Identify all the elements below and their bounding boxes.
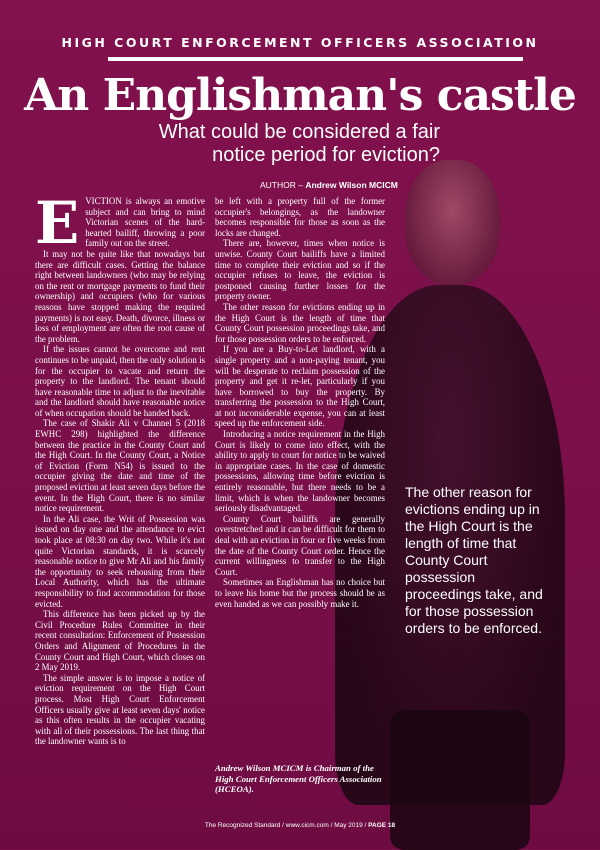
article-subtitle: What could be considered a fair notice period for eviction? bbox=[158, 121, 440, 166]
author-bio: Andrew Wilson MCICM is Chairman of the High Court Enforcement Officers Association (HCEOA). bbox=[215, 763, 382, 794]
section-kicker: HIGH COURT ENFORCEMENT OFFICERS ASSOCIATION bbox=[61, 35, 539, 50]
page-footer bbox=[0, 822, 600, 829]
drop-cap: E bbox=[35, 189, 80, 257]
paragraph: Introducing a notice requirement in the High Court is likely to come into effect, with the ability to apply to court for notice to be waived in appropriate cases. In the case of domestic possessions, allowing time before eviction is entirely reasonable, but there needs to be a limit, which is when the landowner becomes seriously disadvantaged. bbox=[215, 429, 385, 514]
paragraph: This difference has been picked up by the Civil Procedure Rules Committee in their recent consultation: Enforcement of Possession Orders and Alignment of Procedures in the County Court and High Court, which closes on 2 May 2019. bbox=[35, 609, 205, 673]
figure-leg-shape bbox=[390, 710, 530, 850]
author-prefix: AUTHOR – bbox=[260, 180, 306, 190]
article-column-1 bbox=[35, 189, 205, 747]
paragraph: If you are a Buy-to-Let landlord, with a single property and a non-paying tenant, you will be desperate to reclaim possession of the property and get it re-let, particularly if you have borrowed to buy the property. By transferring the possession to the High Court, at not inconsiderable expense, you can at least speed up the enforcement side. bbox=[215, 344, 385, 429]
paragraph: be left with a property full of the former occupier's belongings, as the landowner becomes responsible for those as soon as the locks are changed. bbox=[215, 196, 385, 238]
figure-head-shape bbox=[405, 160, 500, 285]
paragraph: The simple answer is to impose a notice of eviction requirement on the High Court process. Most High Court Enforcement Officers usually give at least seven days' notice as this often results in the occupier vacating with all of their possessions. The last thing that the landowner wants is to bbox=[35, 672, 205, 747]
paragraph: It may not be quite like that nowadays but there are difficult cases. Getting the balance right between landowners (who may be relying on the rent or mortgage payments to fund their ownership) and occupiers (who for various reasons have stopped making the required payments) is not easy. Death, divorce, illness or loss of employment are often the root cause of the problem. bbox=[35, 248, 205, 344]
paragraph: There are, however, times when notice is unwise. County Court bailiffs have a limited time to complete their eviction and so if the occupier refuses to leave, the eviction is postponed causing further losses for the property owner. bbox=[215, 238, 385, 302]
page-number: PAGE 18 bbox=[368, 822, 396, 829]
article-title: An Englishman's castle bbox=[24, 70, 576, 121]
paragraph: VICTION is always an emotive subject and can bring to mind Victorian scenes of the hard-hearted bailiff, throwing a poor family out on the street. bbox=[85, 196, 205, 249]
header-rule bbox=[108, 57, 523, 61]
paragraph: The case of Shakir Ali v Channel 5 (2018 EWHC 298) highlighted the difference between the practice in the County Court and the High Court. In the County Court, a Notice of Eviction (Form N54) is issued to the occupier giving the date and time of the proposed eviction at least seven days before the event. In the High Court, there is no similar notice requirement. bbox=[35, 418, 205, 514]
paragraph: Sometimes an Englishman has no choice but to leave his home but the process should be as even handed as we can possibly make it. bbox=[215, 577, 385, 609]
author-name: Andrew Wilson MCICM bbox=[305, 180, 398, 190]
paragraph: In the Ali case, the Writ of Possession was issued on day one and the attendance to evict took place at 08:30 on day two. While it's not quite Victorian standards, it is scarcely reasonable notice to give Mr Ali and his family the opportunity to seek rehousing from their Local Authority, which has the ultimate responsibility to find accommodation for those evicted. bbox=[35, 513, 205, 609]
paragraph: County Court bailiffs are generally overstretched and it can be difficult for them to deal with an eviction in four or five weeks from the date of the County Court order. Hence the current willingness to transfer to the High Court. bbox=[215, 513, 385, 577]
paragraph: The other reason for evictions ending up in the High Court is the length of time that County Court possession proceedings take, and for those possession orders to be enforced. bbox=[215, 301, 385, 344]
footer-text: The Recognized Standard / www.cicm.com / May 2019 / bbox=[204, 822, 369, 829]
pull-quote: The other reason for evictions ending up in the High Court is the length of time that County Court possession proceedings take, and for those possession orders to be enforced. bbox=[405, 484, 543, 636]
paragraph: If the issues cannot be overcome and rent continues to be unpaid, then the only solution is for the occupier to vacate and return the property to the landlord. The tenant should have reasonable time to adjust to the inevitable and the landlord should have reasonable notice of when occupation should be handed back. bbox=[35, 344, 205, 418]
article-column-2 bbox=[215, 196, 385, 609]
author-line bbox=[260, 180, 398, 190]
